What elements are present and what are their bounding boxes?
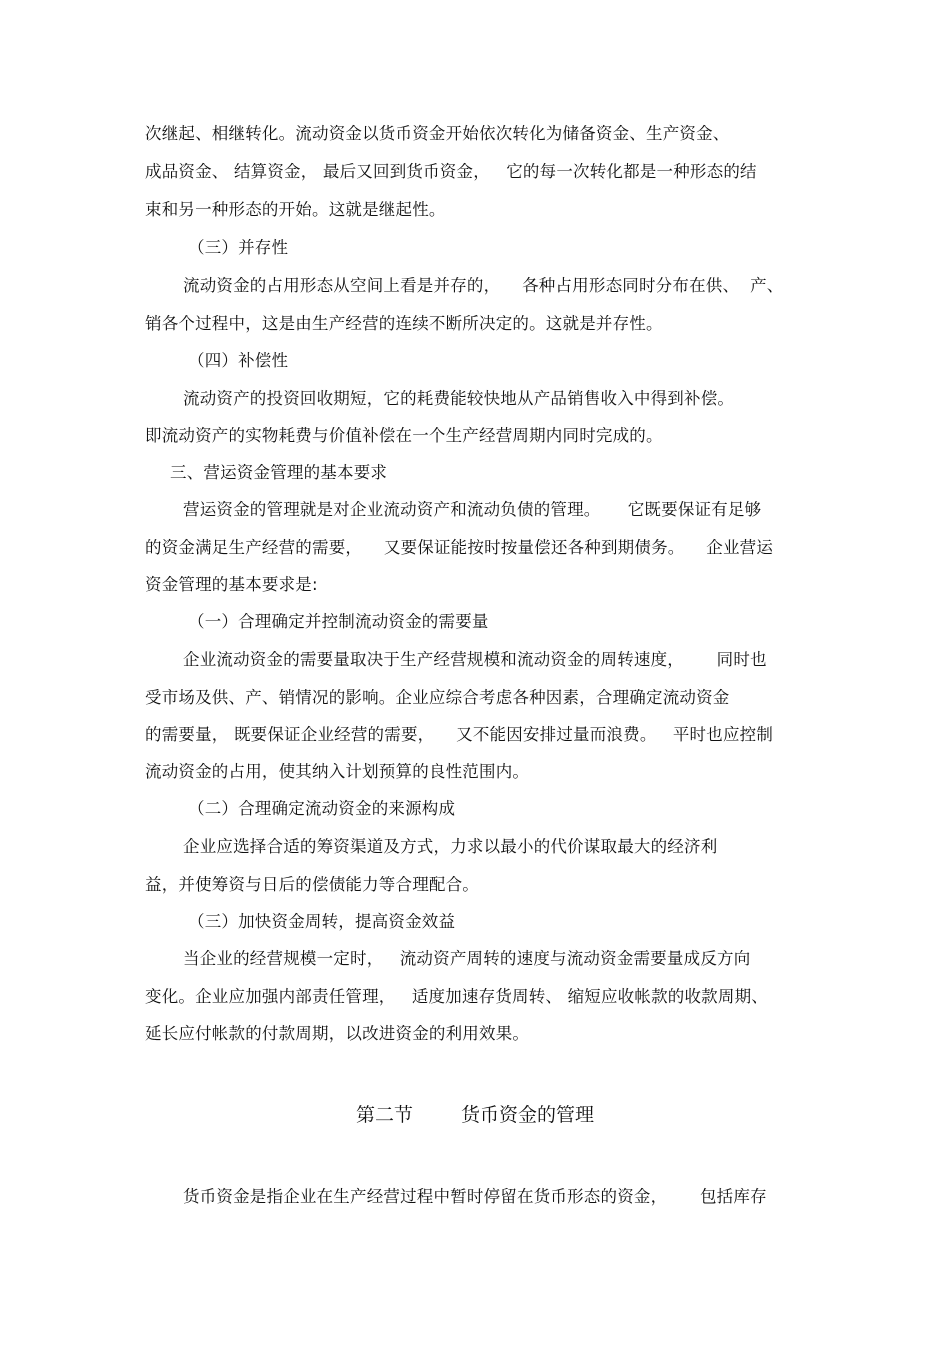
paragraph-line: 次继起、相继转化。流动资金以货币资金开始依次转化为储备资金、生产资金、 xyxy=(145,124,730,143)
paragraph-line: 变化。企业应加强内部责任管理， 适度加速存货周转、 缩短应收帐款的收款周期、 xyxy=(145,987,768,1006)
paragraph-line: 的需要量， 既要保证企业经营的需要， 又不能因安排过量而浪费。 平时也应控制 xyxy=(145,725,774,744)
section-name: 货币资金的管理 xyxy=(461,1104,595,1126)
paragraph-line: 货币资金是指企业在生产经营过程中暂时停留在货币形态的资金， 包括库存 xyxy=(183,1187,767,1206)
subheading: （一）合理确定并控制流动资金的需要量 xyxy=(188,612,489,631)
paragraph-line: 企业流动资金的需要量取决于生产经营规模和流动资金的周转速度， 同时也 xyxy=(183,650,767,669)
paragraph-line: 延长应付帐款的付款周期，以改进资金的利用效果。 xyxy=(145,1024,530,1043)
paragraph-line: 企业应选择合适的筹资渠道及方式，力求以最小的代价谋取最大的经济利 xyxy=(183,837,718,856)
section-title xyxy=(0,1103,950,1127)
paragraph-line: 即流动资产的实物耗费与价值补偿在一个生产经营周期内同时完成的。 xyxy=(145,426,663,445)
paragraph-line: 流动资产的投资回收期短，它的耗费能较快地从产品销售收入中得到补偿。 xyxy=(183,389,735,408)
paragraph-line: 资金管理的基本要求是: xyxy=(145,575,318,594)
paragraph-line: 流动资金的占用，使其纳入计划预算的良性范围内。 xyxy=(145,762,530,781)
subheading: （二）合理确定流动资金的来源构成 xyxy=(188,799,456,818)
paragraph-line: 销各个过程中，这是由生产经营的连续不断所决定的。这就是并存性。 xyxy=(145,314,663,333)
paragraph-line: 受市场及供、产、销情况的影响。企业应综合考虑各种因素，合理确定流动资金 xyxy=(145,688,730,707)
subheading: （四）补偿性 xyxy=(188,351,289,370)
paragraph-line: 成品资金、 结算资金， 最后又回到货币资金， 它的每一次转化都是一种形态的结 xyxy=(145,162,757,181)
paragraph-line: 的资金满足生产经营的需要， 又要保证能按时按量偿还各种到期债务。 企业营运 xyxy=(145,538,774,557)
section-number: 第二节 xyxy=(355,1104,413,1126)
heading: 三、营运资金管理的基本要求 xyxy=(170,463,388,482)
paragraph-line: 益，并使筹资与日后的偿债能力等合理配合。 xyxy=(145,875,479,894)
subheading: （三）并存性 xyxy=(188,238,289,257)
paragraph-line: 营运资金的管理就是对企业流动资产和流动负债的管理。 它既要保证有足够 xyxy=(183,500,762,519)
paragraph-line: 当企业的经营规模一定时， 流动资产周转的速度与流动资金需要量成反方向 xyxy=(183,949,751,968)
paragraph-line: 束和另一种形态的开始。这就是继起性。 xyxy=(145,200,446,219)
paragraph-line: 流动资金的占用形态从空间上看是并存的， 各种占用形态同时分布在供、 产、 xyxy=(183,276,784,295)
subheading: （三）加快资金周转，提高资金效益 xyxy=(188,912,456,931)
